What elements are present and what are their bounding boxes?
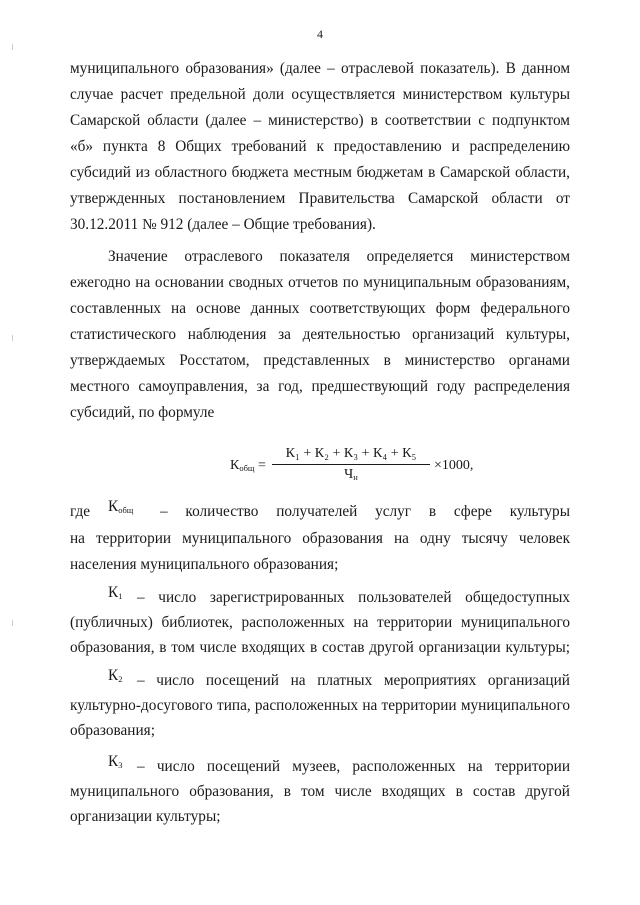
formula xyxy=(230,446,474,486)
text-line: местного самоуправления, за год, предшествующий году распределения xyxy=(70,378,570,395)
formula-fraction xyxy=(272,446,430,483)
text-line: составленных на основе данных соответствующих форм федерального xyxy=(70,300,570,317)
formula-lhs: $К_{общ}$ = xyxy=(230,458,266,473)
text-line: Самарской области (далее – министерство) в соответствии с подпунктом xyxy=(70,112,570,129)
formula-numerator: К₁ + К₂ + К₃ + К₄ + К₅ xyxy=(272,446,430,465)
text-line: – число зарегистрированных пользователей общедоступных xyxy=(137,589,570,606)
symbol-k1: $К_1$ xyxy=(108,584,123,601)
text-line: организации культуры; xyxy=(70,808,221,825)
text-line: образования, в том числе входящих в состав другой организации культуры; xyxy=(70,639,570,656)
text-line: 30.12.2011 № 912 (далее – Общие требования). xyxy=(70,216,376,233)
text-line: статистического наблюдения за деятельностью организаций культуры, xyxy=(70,326,570,343)
text-line: ежегодно на основании сводных отчетов по муниципальным образованиям, xyxy=(70,274,570,291)
text-line: утверждаемых Росстатом, представленных в министерство органами xyxy=(70,352,570,369)
text-line: муниципального образования, в том числе входящих в состав другой xyxy=(70,783,570,800)
text-line: Значение отраслевого показателя определяется министерством xyxy=(108,248,570,265)
text-line: – число посещений музеев, расположенных на территории xyxy=(137,758,570,775)
text-line: субсидий из областного бюджета местным бюджетам в Самарской области, xyxy=(70,164,570,181)
text-line: (публичных) библиотек, расположенных на территории муниципального xyxy=(70,614,570,631)
text-line: муниципального образования» (далее – отраслевой показатель). В данном xyxy=(70,60,570,77)
margin-mark xyxy=(12,620,13,626)
text-line: утвержденных постановлением Правительства Самарской области от xyxy=(70,190,570,207)
formula-denominator: $Ч_н$ xyxy=(344,467,358,482)
symbol-k2: $К_2$ xyxy=(108,667,123,684)
page-number: 4 xyxy=(317,27,323,41)
formula-rhs: ×1000, xyxy=(434,458,474,473)
text-line: субсидий, по формуле xyxy=(70,404,215,421)
text-line: «б» пункта 8 Общих требований к предоставлению и распределению xyxy=(70,138,570,155)
symbol-k3: $К_3$ xyxy=(108,753,123,770)
text-line: на территории муниципального образования на одну тысячу человек xyxy=(70,530,570,547)
text-line: случае расчет предельной доли осуществляется министерством культуры xyxy=(70,86,570,103)
margin-mark xyxy=(12,44,13,50)
text-line: образования; xyxy=(70,722,155,739)
text-line: населения муниципального образования; xyxy=(70,556,339,573)
text-line: культурно-досугового типа, расположенных на территории муниципального xyxy=(70,697,570,714)
where-prefix: где xyxy=(70,503,91,520)
text-line: – количество получателей услуг в сфере культуры xyxy=(160,503,570,520)
margin-mark xyxy=(12,335,13,341)
symbol-k-total: $К_{общ}$ xyxy=(108,498,134,515)
text-line: – число посещений на платных мероприятиях организаций xyxy=(137,672,570,689)
